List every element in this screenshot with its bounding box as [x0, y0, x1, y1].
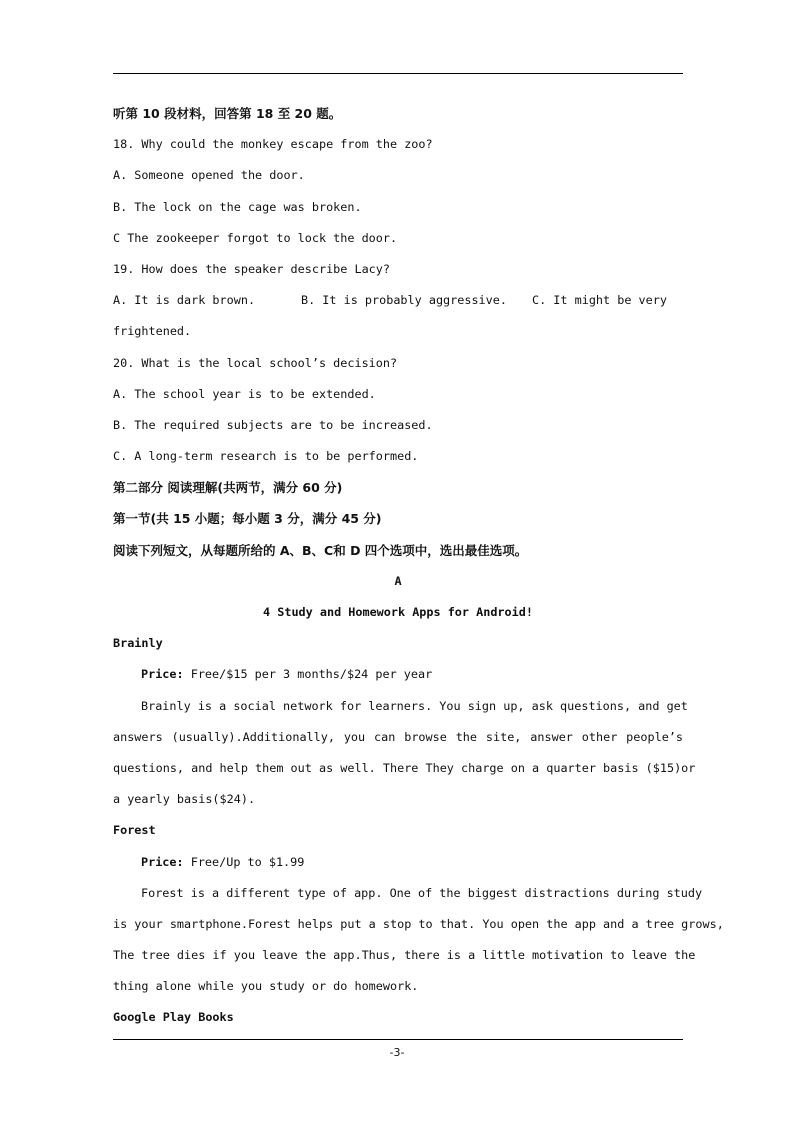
- brainly-paragraph-line: answers (usually).Additionally, you can browse the site, answer other people’s: [113, 729, 683, 744]
- question-20-option-c: C. A long-term research is to be performed.: [113, 449, 419, 464]
- reading-instruction: 阅读下列短文，从每题所给的 A、B、C和 D 四个选项中，选出最佳选项。: [113, 542, 528, 558]
- brainly-paragraph-line: Brainly is a social network for learners. You sign up, ask questions, and get: [141, 698, 688, 713]
- question-18: 18. Why could the monkey escape from the zoo?: [113, 137, 433, 152]
- question-19-option-b: B. It is probably aggressive.: [301, 293, 507, 308]
- question-20-option-a: A. The school year is to be extended.: [113, 386, 376, 401]
- question-19-options: [113, 285, 683, 316]
- question-19-option-c: C. It might be very: [532, 293, 667, 308]
- forest-paragraph-line: The tree dies if you leave the app.Thus, there is a little motivation to leave the: [113, 948, 696, 963]
- question-20: 20. What is the local school’s decision?: [113, 355, 398, 370]
- price-label: Price:: [141, 854, 184, 869]
- brainly-price: [113, 659, 683, 690]
- reading-part-heading: 第二部分 阅读理解(共两节，满分 60 分): [113, 480, 343, 496]
- question-19-option-c-continued: frightened.: [113, 324, 192, 339]
- forest-paragraph-line: is your smartphone.Forest helps put a stop to that. You open the app and a tree grows,: [113, 916, 724, 931]
- forest-paragraph-line: Forest is a different type of app. One of the biggest distractions during study: [141, 885, 703, 900]
- price-label: Price:: [141, 667, 184, 682]
- header-rule: [113, 73, 683, 74]
- footer-rule: [113, 1039, 683, 1040]
- question-18-option-b: B. The lock on the cage was broken.: [113, 199, 362, 214]
- question-18-option-a: A. Someone opened the door.: [113, 168, 305, 183]
- forest-price: [113, 847, 683, 878]
- app-name-forest: Forest: [113, 823, 156, 838]
- question-19: 19. How does the speaker describe Lacy?: [113, 261, 390, 276]
- passage-letter: A: [394, 573, 402, 588]
- passage-title: 4 Study and Homework Apps for Android!: [263, 605, 533, 619]
- app-name-brainly: Brainly: [113, 636, 163, 651]
- question-18-option-c: C The zookeeper forgot to lock the door.: [113, 230, 398, 245]
- brainly-paragraph-line: a yearly basis($24).: [113, 792, 256, 807]
- question-19-option-a: A. It is dark brown.: [113, 293, 256, 308]
- reading-section-heading: 第一节(共 15 小题；每小题 3 分，满分 45 分): [113, 511, 382, 527]
- page-content: [113, 98, 724, 1034]
- page-number: -3-: [389, 1046, 405, 1059]
- price-value: Free/Up to $1.99: [183, 854, 305, 869]
- forest-paragraph-line: thing alone while you study or do homework.: [113, 979, 419, 994]
- question-20-option-b: B. The required subjects are to be increased.: [113, 417, 433, 432]
- listening-section-heading: 听第 10 段材料，回答第 18 至 20 题。: [113, 106, 342, 121]
- app-name-google-play-books: Google Play Books: [113, 1010, 234, 1025]
- brainly-paragraph-line: questions, and help them out as well. There They charge on a quarter basis ($15)or: [113, 760, 696, 775]
- price-value: Free/$15 per 3 months/$24 per year: [183, 667, 433, 682]
